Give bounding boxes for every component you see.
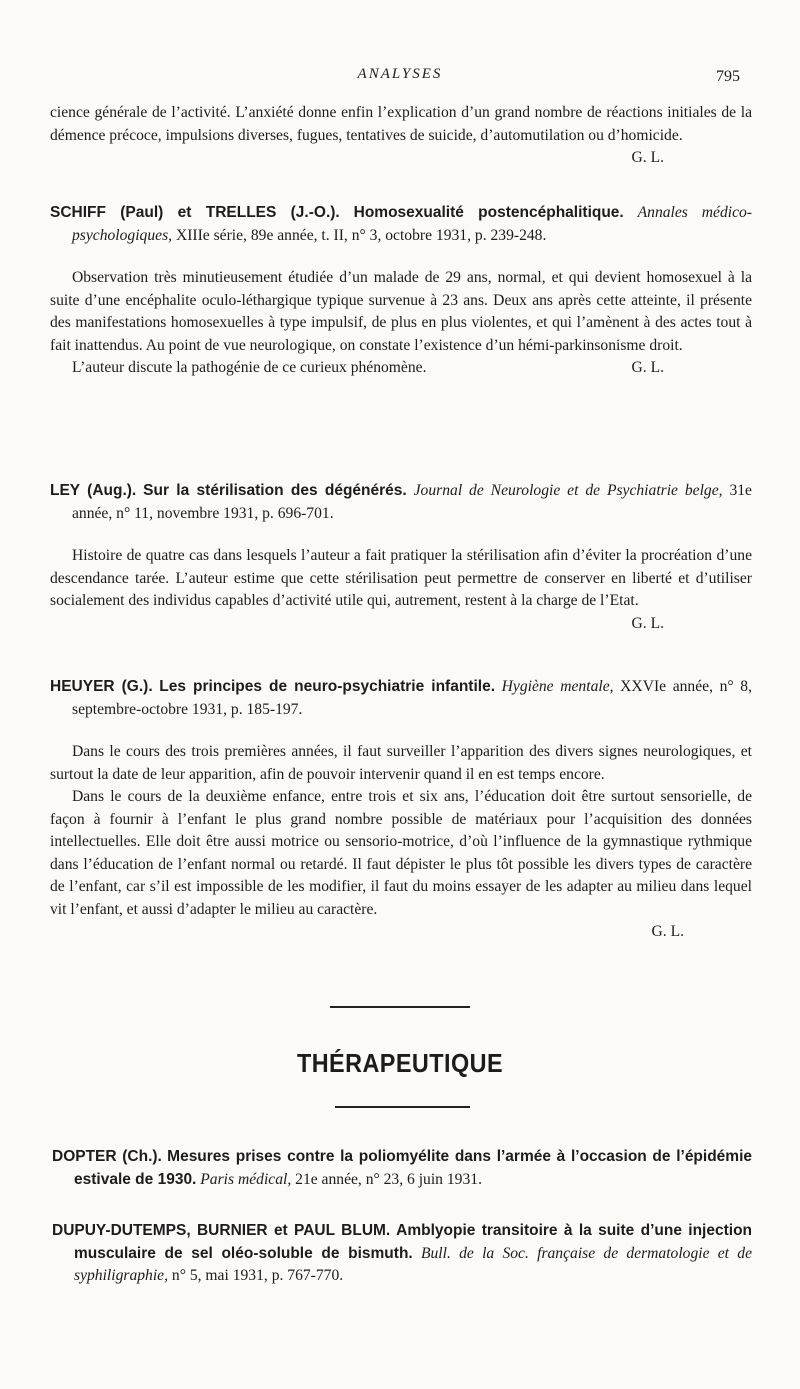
entry-paragraph-text: L’auteur discute la pathogénie de ce curieux phénomène. xyxy=(72,359,427,376)
entry-paragraph: Dans le cours de la deuxième enfance, entre trois et six ans, l’éducation doit être surtout sensorielle, de façon à fournir à l’enfant le plus grand nombre possible de matériaux pour l’acquisition des données intellectuelles. Elle doit être aussi motrice ou sensorio-motrice, d’où l’influence de la gymnastique rythmique dans l’éducation de l’enfant normal ou retardé. Il faut dépister le plus tôt possible les divers types de caractère de l’enfant, car s’il est impossible de les modifier, il faut du moins essayer de les adapter au milieu dans lequel vit l’enfant, et aussi d’adapter le milieu au caractère. xyxy=(50,788,752,918)
review-entry-dupuy-dutemps xyxy=(52,1220,752,1288)
entry-paragraph xyxy=(50,357,752,380)
entry-source: Bull. de la Soc. française de dermatologie et de syphiligraphie, xyxy=(74,1244,752,1284)
intro-text: cience générale de l’activité. L’anxiété donne enfin l’explication d’un grand nombre de réactions initiales de la démence précoce, impulsions diverses, fugues, tentatives de suicide, d’automutilation ou d’homicide. xyxy=(50,104,752,144)
entry-details: XXVIe année, n° 8, septembre-octobre 1931, p. 185-197. xyxy=(72,678,752,718)
entry-heading xyxy=(52,1146,752,1191)
entry-title: Amblyopie transitoire à la suite d’une injection musculaire de sel oléo-soluble de bismuth. xyxy=(74,1222,752,1262)
entry-authors: DOPTER (Ch.). xyxy=(52,1148,162,1165)
entry-title: Les principes de neuro-psychiatrie infantile. xyxy=(159,678,495,695)
entry-signature: G. L. xyxy=(651,923,684,940)
entry-source: Hygiène mentale, xyxy=(501,678,614,695)
running-head xyxy=(0,66,800,86)
entry-paragraph: Observation très minutieusement étudiée d’un malade de 29 ans, normal, et qui devient homosexuel à la suite d’une encéphalite oculo-léthargique typique survenue à 23 ans. Deux ans après cette atteinte, il présente des manifestations homosexuelles à type impulsif, de plus en plus violentes, et qui l’amènent à des actes tout à fait inattendus. Au point de vue neurologique, on constate l’existence d’un hémi-parkinsonisme droit. xyxy=(50,269,752,354)
entry-title: Sur la stérilisation des dégénérés. xyxy=(143,482,407,499)
section-title: THÉRAPEUTIQUE xyxy=(296,1048,504,1078)
review-entry-ley xyxy=(50,480,752,635)
entry-details: 21e année, n° 23, 6 juin 1931. xyxy=(295,1170,482,1188)
entry-source: Journal de Neurologie et de Psychiatrie belge, xyxy=(413,482,723,499)
intro-paragraph-block xyxy=(50,102,752,170)
entry-paragraph: Dans le cours des trois premières années, il faut surveiller l’apparition des divers signes neurologiques, et surtout la date de leur apparition, afin de pouvoir intervenir quand il en est temps encore. xyxy=(50,743,752,783)
entry-title: Homosexualité postencéphalitique. xyxy=(353,204,624,221)
entry-authors: DUPUY-DUTEMPS, BURNIER et PAUL BLUM. xyxy=(52,1222,391,1239)
entry-paragraph-text: Histoire de quatre cas dans lesquels l’auteur a fait pratiquer la stérilisation afin d’éviter la procréation d’une descendance tarée. L’auteur estime que cette stérilisation peut permettre de conserver en liberté et d’utiliser socialement des individus capables d’activité utile qui, autrement, restent à la charge de l’Etat. xyxy=(50,547,752,609)
entry-details: XIIIe série, 89e année, t. II, n° 3, octobre 1931, p. 239-248. xyxy=(175,226,547,244)
entry-details: n° 5, mai 1931, p. 767-770. xyxy=(171,1267,344,1284)
entry-authors: SCHIFF (Paul) et TRELLES (J.-O.). xyxy=(50,204,340,221)
entry-signature: G. L. xyxy=(631,614,664,632)
running-head-title: ANALYSES xyxy=(357,66,443,82)
review-entry-schiff xyxy=(50,202,752,380)
review-entry-heuyer xyxy=(50,676,752,944)
entry-heading xyxy=(52,1220,752,1288)
entry-heading xyxy=(50,676,752,721)
intro-paragraph xyxy=(50,102,752,166)
section-rule-bottom xyxy=(335,1106,470,1108)
entry-title: Mesures prises contre la poliomyélite dans l’armée à l’occasion de l’épidémie estivale de 1930. xyxy=(74,1148,753,1188)
section-rule-top xyxy=(330,1006,470,1008)
entry-signature: G. L. xyxy=(631,359,664,376)
intro-signature: G. L. xyxy=(631,149,664,166)
review-entry-dopter xyxy=(52,1146,752,1191)
entry-source: Annales médico-psychologiques, xyxy=(72,204,752,244)
entry-paragraph xyxy=(50,545,752,632)
page-number: 795 xyxy=(716,68,740,85)
entry-authors: HEUYER (G.). xyxy=(50,678,153,695)
entry-authors: LEY (Aug.). xyxy=(50,482,137,499)
entry-heading xyxy=(50,202,752,247)
entry-heading xyxy=(50,480,752,525)
entry-details: 31e année, n° 11, novembre 1931, p. 696-701. xyxy=(72,482,752,522)
entry-source: Paris médical, xyxy=(200,1170,292,1188)
